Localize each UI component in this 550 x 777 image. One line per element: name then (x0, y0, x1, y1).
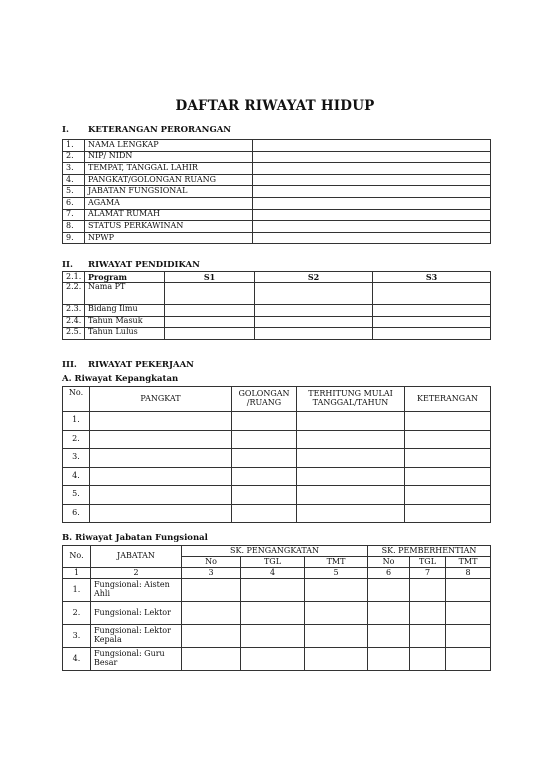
functional-sk-cell[interactable] (368, 579, 410, 602)
functional-history-row (63, 625, 491, 648)
education-header-program: Program (85, 272, 165, 283)
personal-info-no: 8. (63, 221, 85, 233)
rank-pangkat-cell[interactable] (90, 449, 232, 468)
personal-info-row (63, 221, 491, 233)
functional-sk-cell[interactable] (368, 602, 410, 625)
education-header-row (63, 272, 491, 283)
functional-header-row-1 (63, 546, 491, 557)
personal-info-value[interactable] (253, 186, 491, 198)
rank-golongan-cell[interactable] (232, 412, 297, 431)
functional-sk-cell[interactable] (368, 648, 410, 671)
functional-history-row (63, 648, 491, 671)
functional-row-jabatan: Fungsional: Lektor Kepala (91, 625, 182, 648)
functional-sk-cell[interactable] (410, 579, 446, 602)
rank-keterangan-cell[interactable] (405, 467, 491, 486)
rank-golongan-cell[interactable] (232, 430, 297, 449)
functional-sk-cell[interactable] (182, 625, 241, 648)
functional-subcol-no-2: No (368, 557, 410, 568)
functional-row-no: 3. (63, 625, 91, 648)
section-3-title: RIWAYAT PEKERJAAN (88, 360, 194, 370)
rank-history-row (63, 449, 491, 468)
education-s3-cell[interactable] (373, 328, 491, 340)
education-s3-cell[interactable] (373, 305, 491, 317)
personal-info-value[interactable] (253, 140, 491, 152)
education-s1-cell[interactable] (165, 283, 255, 305)
functional-row-jabatan: Fungsional: Aisten Ahli (91, 579, 182, 602)
personal-info-no: 9. (63, 232, 85, 244)
rank-golongan-cell[interactable] (232, 486, 297, 505)
education-row-label: Tahun Lulus (85, 328, 165, 340)
education-row-no: 2.2. (63, 283, 85, 305)
education-s2-cell[interactable] (255, 328, 373, 340)
rank-col-terhitung: TERHITUNG MULAI TANGGAL/TAHUN (297, 387, 405, 412)
functional-sk-cell[interactable] (446, 648, 491, 671)
section-3-number: III. (62, 360, 77, 370)
functional-column-number: 6 (368, 568, 410, 579)
functional-row-no: 1. (63, 579, 91, 602)
functional-sk-cell[interactable] (241, 648, 305, 671)
education-row (63, 328, 491, 340)
education-header-no: 2.1. (63, 272, 85, 283)
functional-history-row (63, 579, 491, 602)
rank-col-keterangan: KETERANGAN (405, 387, 491, 412)
education-header-s2: S2 (255, 272, 373, 283)
education-row (63, 283, 491, 305)
functional-sk-cell[interactable] (182, 579, 241, 602)
education-row-label: Nama PT (85, 283, 165, 305)
functional-subcol-tgl: TGL (241, 557, 305, 568)
rank-pangkat-cell[interactable] (90, 430, 232, 449)
functional-sk-cell[interactable] (182, 648, 241, 671)
personal-info-no: 2. (63, 151, 85, 163)
functional-col-sk-pengangkatan: SK. PENGANGKATAN (182, 546, 368, 557)
rank-row-no: 6. (63, 504, 90, 523)
rank-terhitung-cell[interactable] (297, 486, 405, 505)
functional-sk-cell[interactable] (368, 625, 410, 648)
education-s2-cell[interactable] (255, 316, 373, 328)
rank-history-row (63, 504, 491, 523)
functional-history-heading: B. Riwayat Jabatan Fungsional (62, 533, 208, 543)
rank-col-golongan: GOLONGAN /RUANG (232, 387, 297, 412)
education-s2-cell[interactable] (255, 305, 373, 317)
personal-info-value[interactable] (253, 197, 491, 209)
personal-info-value[interactable] (253, 174, 491, 186)
personal-info-value[interactable] (253, 209, 491, 221)
functional-col-jabatan: JABATAN (91, 546, 182, 568)
page-title: DAFTAR RIWAYAT HIDUP (175, 98, 375, 114)
functional-row-jabatan: Fungsional: Guru Besar (91, 648, 182, 671)
functional-history-row (63, 602, 491, 625)
personal-info-row (63, 151, 491, 163)
functional-sk-cell[interactable] (305, 579, 368, 602)
rank-row-no: 1. (63, 412, 90, 431)
rank-col-pangkat: PANGKAT (90, 387, 232, 412)
rank-keterangan-cell[interactable] (405, 486, 491, 505)
rank-history-heading: A. Riwayat Kepangkatan (62, 374, 179, 384)
rank-terhitung-cell[interactable] (297, 504, 405, 523)
rank-pangkat-cell[interactable] (90, 467, 232, 486)
education-s3-cell[interactable] (373, 316, 491, 328)
functional-column-number: 4 (241, 568, 305, 579)
personal-info-table (62, 139, 491, 244)
functional-subcol-tgl-2: TGL (410, 557, 446, 568)
education-row (63, 305, 491, 317)
personal-info-label: ALAMAT RUMAH (85, 209, 253, 221)
personal-info-no: 3. (63, 163, 85, 175)
functional-sk-cell[interactable] (241, 625, 305, 648)
section-1-number: I. (62, 125, 69, 135)
education-s1-cell[interactable] (165, 328, 255, 340)
personal-info-row (63, 186, 491, 198)
education-row-no: 2.5. (63, 328, 85, 340)
functional-column-number: 8 (446, 568, 491, 579)
rank-keterangan-cell[interactable] (405, 430, 491, 449)
rank-history-row (63, 412, 491, 431)
functional-col-no: No. (63, 546, 91, 568)
personal-info-label: AGAMA (85, 197, 253, 209)
functional-sk-cell[interactable] (410, 602, 446, 625)
rank-terhitung-cell[interactable] (297, 467, 405, 486)
functional-column-number: 3 (182, 568, 241, 579)
personal-info-no: 6. (63, 197, 85, 209)
personal-info-row (63, 232, 491, 244)
personal-info-label: NPWP (85, 232, 253, 244)
personal-info-no: 5. (63, 186, 85, 198)
functional-row-jabatan: Fungsional: Lektor (91, 602, 182, 625)
rank-keterangan-cell[interactable] (405, 504, 491, 523)
personal-info-row (63, 140, 491, 152)
functional-column-number: 5 (305, 568, 368, 579)
personal-info-row (63, 197, 491, 209)
rank-pangkat-cell[interactable] (90, 486, 232, 505)
functional-sk-cell[interactable] (446, 579, 491, 602)
personal-info-row (63, 163, 491, 175)
section-2-number: II. (62, 260, 73, 270)
education-header-s3: S3 (373, 272, 491, 283)
functional-sk-cell[interactable] (305, 602, 368, 625)
rank-keterangan-cell[interactable] (405, 449, 491, 468)
personal-info-no: 1. (63, 140, 85, 152)
functional-column-number: 7 (410, 568, 446, 579)
rank-terhitung-cell[interactable] (297, 412, 405, 431)
section-2-heading (62, 260, 200, 270)
rank-keterangan-cell[interactable] (405, 412, 491, 431)
functional-row-no: 2. (63, 602, 91, 625)
functional-subcol-tmt: TMT (305, 557, 368, 568)
personal-info-value[interactable] (253, 163, 491, 175)
functional-history-table (62, 545, 491, 671)
personal-info-label: TEMPAT, TANGGAL LAHIR (85, 163, 253, 175)
personal-info-label: NIP/ NIDN (85, 151, 253, 163)
rank-history-header-row (63, 387, 491, 412)
rank-row-no: 5. (63, 486, 90, 505)
section-2-title: RIWAYAT PENDIDIKAN (88, 260, 200, 270)
personal-info-label: STATUS PERKAWINAN (85, 221, 253, 233)
rank-row-no: 4. (63, 467, 90, 486)
rank-golongan-cell[interactable] (232, 467, 297, 486)
functional-sk-cell[interactable] (446, 602, 491, 625)
rank-golongan-cell[interactable] (232, 449, 297, 468)
personal-info-label: PANGKAT/GOLONGAN RUANG (85, 174, 253, 186)
functional-sk-cell[interactable] (305, 648, 368, 671)
personal-info-value[interactable] (253, 151, 491, 163)
education-row-no: 2.3. (63, 305, 85, 317)
rank-terhitung-cell[interactable] (297, 430, 405, 449)
section-3-heading (62, 360, 194, 370)
functional-column-number: 2 (91, 568, 182, 579)
rank-row-no: 3. (63, 449, 90, 468)
rank-history-row (63, 486, 491, 505)
rank-row-no: 2. (63, 430, 90, 449)
functional-sk-cell[interactable] (305, 625, 368, 648)
functional-subcol-tmt-2: TMT (446, 557, 491, 568)
education-s2-cell[interactable] (255, 283, 373, 305)
education-s1-cell[interactable] (165, 316, 255, 328)
education-row-label: Tahun Masuk (85, 316, 165, 328)
rank-history-table (62, 386, 491, 523)
education-s1-cell[interactable] (165, 305, 255, 317)
functional-sk-cell[interactable] (410, 648, 446, 671)
education-row-no: 2.4. (63, 316, 85, 328)
section-1-heading (62, 125, 231, 135)
education-row-label: Bidang Ilmu (85, 305, 165, 317)
rank-history-row (63, 467, 491, 486)
functional-row-no: 4. (63, 648, 91, 671)
rank-history-row (63, 430, 491, 449)
education-header-s1: S1 (165, 272, 255, 283)
personal-info-value[interactable] (253, 232, 491, 244)
functional-sk-cell[interactable] (446, 625, 491, 648)
rank-golongan-cell[interactable] (232, 504, 297, 523)
section-1-title: KETERANGAN PERORANGAN (88, 125, 232, 135)
personal-info-no: 7. (63, 209, 85, 221)
personal-info-label: NAMA LENGKAP (85, 140, 253, 152)
functional-sk-cell[interactable] (241, 602, 305, 625)
functional-sk-cell[interactable] (410, 625, 446, 648)
functional-numbering-row (63, 568, 491, 579)
rank-terhitung-cell[interactable] (297, 449, 405, 468)
personal-info-row (63, 209, 491, 221)
education-s3-cell[interactable] (373, 283, 491, 305)
personal-info-row (63, 174, 491, 186)
rank-col-no: No. (63, 387, 90, 412)
functional-column-number: 1 (63, 568, 91, 579)
personal-info-no: 4. (63, 174, 85, 186)
education-table (62, 271, 491, 340)
rank-pangkat-cell[interactable] (90, 412, 232, 431)
functional-col-sk-pemberhentian: SK. PEMBERHENTIAN (368, 546, 491, 557)
rank-pangkat-cell[interactable] (90, 504, 232, 523)
functional-sk-cell[interactable] (182, 602, 241, 625)
personal-info-value[interactable] (253, 221, 491, 233)
personal-info-label: JABATAN FUNGSIONAL (85, 186, 253, 198)
education-row (63, 316, 491, 328)
functional-subcol-no: No (182, 557, 241, 568)
functional-sk-cell[interactable] (241, 579, 305, 602)
